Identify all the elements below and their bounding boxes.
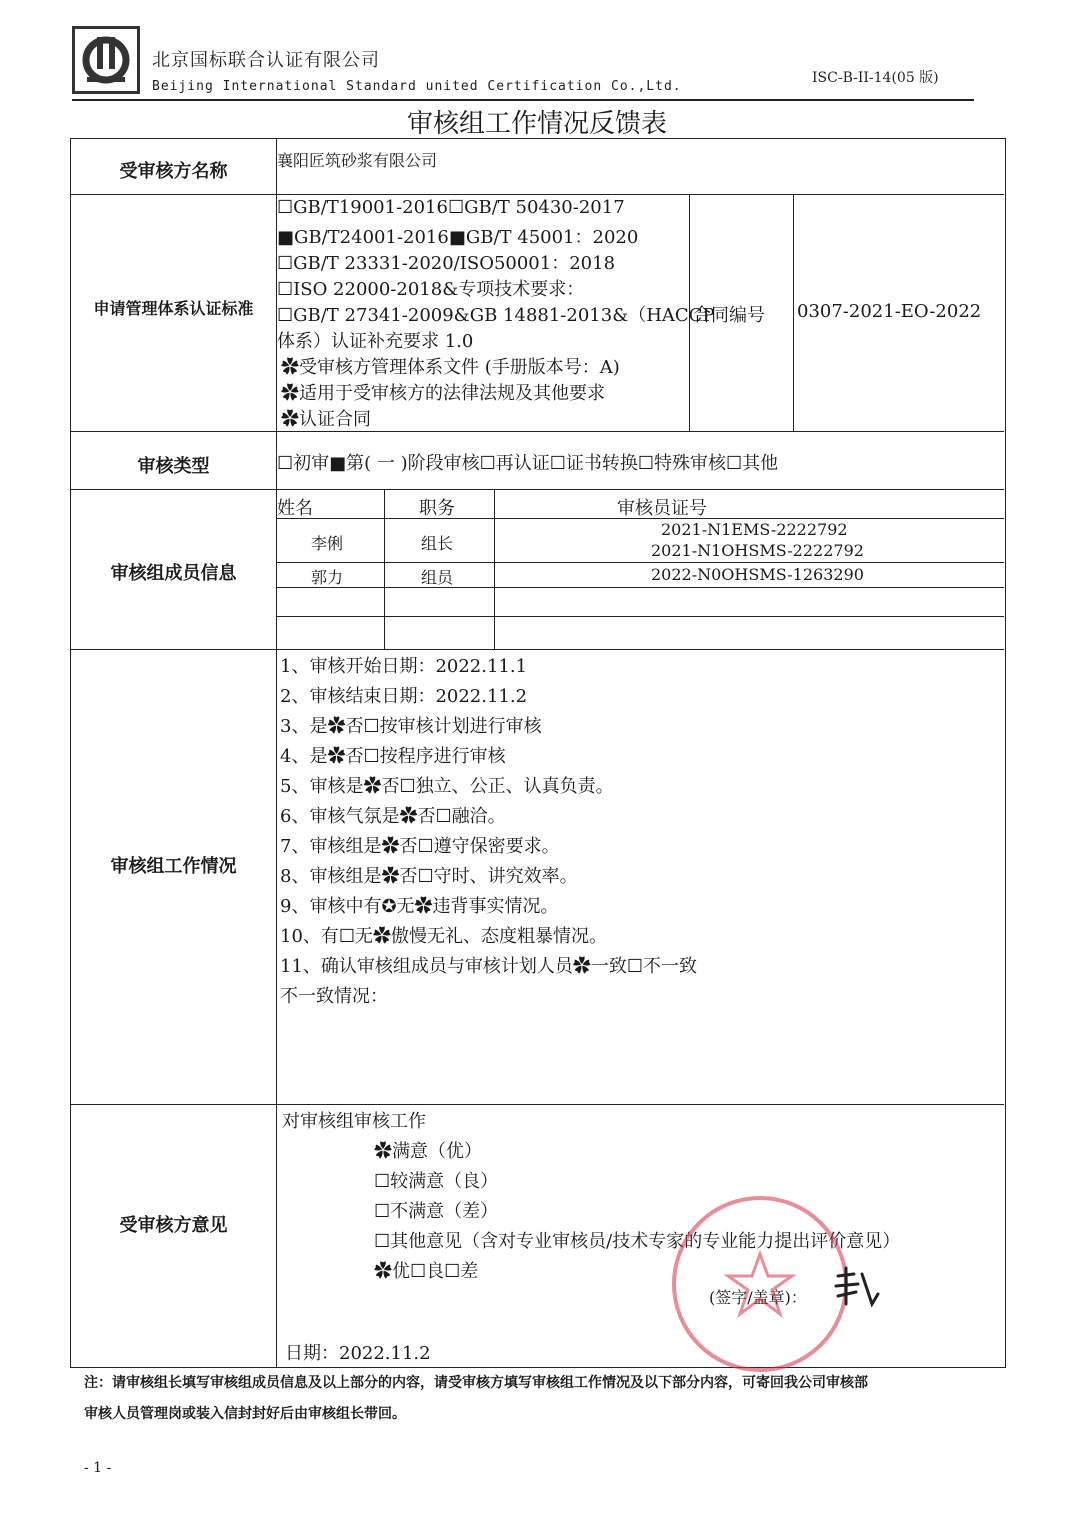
members-row-divider [276,562,1004,563]
members-col-divider [384,489,385,649]
standard-line: ☐ISO 22000-2018&专项技术要求： [277,279,585,300]
standard-line: ✿适用于受审核方的法律法规及其他要求 [281,383,605,404]
member-role: 组员 [421,568,454,587]
row-divider [71,194,1004,195]
header-divider [72,99,974,101]
member-cert: 2021-N1OHSMS-2222792 [651,541,864,560]
standard-line: ☐GB/T19001-2016☐GB/T 50430-2017 [277,197,625,218]
feedback-table [70,138,1006,1368]
members-row-divider [276,616,1004,617]
signature-label: (签字/盖章)： [709,1288,807,1307]
row-divider [71,649,1004,650]
seal-star-icon [700,1224,820,1344]
work-item: 7、审核组是✿否☐遵守保密要求。 [280,836,560,857]
standard-line: ✿受审核方管理体系文件 (手册版本号：A) [281,357,620,378]
contract-divider [793,194,794,431]
work-item: 4、是✿否☐按程序进行审核 [280,746,506,767]
members-row-divider [276,587,1004,588]
opinion-option: ✿优☐良☐差 [374,1261,479,1282]
standard-line: ☐GB/T 27341-2009&GB 14881-2013&（HACCP [277,305,715,326]
row-divider [71,431,1004,432]
row-divider [71,489,1004,490]
form-title: 审核组工作情况反馈表 [406,109,667,139]
member-cert: 2021-N1EMS-2222792 [661,520,848,539]
company-name-cn: 北京国标联合认证有限公司 [152,50,380,71]
opinion-date: 日期：2022.11.2 [285,1343,431,1364]
row-divider [71,1104,1004,1105]
standards-label: 申请管理体系认证标准 [93,299,254,318]
member-name: 李俐 [311,534,344,553]
handwritten-signature [828,1264,884,1320]
work-item: 9、审核中有✪无✿违背事实情况。 [280,896,559,917]
members-col-divider [494,489,495,649]
members-label: 审核组成员信息 [110,563,237,584]
work-item: 6、审核气氛是✿否☐融洽。 [280,806,506,827]
audit-type-value: ☐初审■第( 一 )阶段审核☐再认证☐证书转换☐特殊审核☐其他 [277,453,779,474]
company-logo [72,26,140,94]
work-label: 审核组工作情况 [110,856,237,877]
work-item: 5、审核是✿否☐独立、公正、认真负责。 [280,776,614,797]
footer-note-line-2: 审核人员管理岗或装入信封封好后由审核组长带回。 [84,1406,406,1422]
opinion-option: ☐其他意见（含对专业审核员/技术专家的专业能力提出评价意见） [374,1231,901,1252]
document-code: ISC-B-II-14(05 版) [812,70,939,86]
opinion-option: ☐较满意（良） [374,1171,499,1192]
member-name: 郭力 [311,568,344,587]
logo-icon [75,29,137,91]
col-role-header: 职务 [419,498,455,519]
auditee-label: 受审核方名称 [119,161,228,182]
audit-type-label: 审核类型 [137,456,210,477]
standard-line: ☐GB/T 23331-2020/ISO50001：2018 [277,253,616,274]
col-name-header: 姓名 [277,498,313,519]
work-item: 11、确认审核组成员与审核计划人员✿一致☐不一致 [280,956,698,977]
member-role: 组长 [421,534,454,553]
page-number: - 1 - [84,1460,112,1476]
work-item: 8、审核组是✿否☐守时、讲究效率。 [280,866,578,887]
opinion-label: 受审核方意见 [119,1215,228,1236]
standard-line: ■GB/T24001-2016■GB/T 45001：2020 [277,227,639,248]
col-cert-header: 审核员证号 [617,498,707,519]
opinion-option: ☐不满意（差） [374,1201,499,1222]
company-name-en: Beijing International Standard united Certification Co.,Ltd. [152,79,682,94]
footer-note-line-1: 注：请审核组长填写审核组成员信息及以上部分的内容，请受审核方填写审核组工作情况及以下部分内容，可寄回我公司审核部 [84,1375,868,1391]
contract-number: 0307-2021-EO-2022 [797,301,982,322]
member-cert: 2022-N0OHSMS-1263290 [651,565,864,584]
auditee-value: 襄阳匠筑砂浆有限公司 [277,151,438,170]
standard-line: ✿认证合同 [281,409,371,430]
work-item: 2、审核结束日期：2022.11.2 [280,686,528,707]
opinion-heading: 对审核组审核工作 [282,1111,426,1132]
work-item: 1、审核开始日期：2022.11.1 [280,656,528,677]
work-item: 不一致情况： [280,986,388,1007]
work-item: 10、有☐无✿傲慢无礼、态度粗暴情况。 [280,926,608,947]
opinion-option: ✿满意（优） [374,1141,482,1162]
contract-label: 合同编号 [693,305,765,326]
standard-line: 体系）认证补充要求 1.0 [277,331,474,352]
work-item: 3、是✿否☐按审核计划进行审核 [280,716,542,737]
